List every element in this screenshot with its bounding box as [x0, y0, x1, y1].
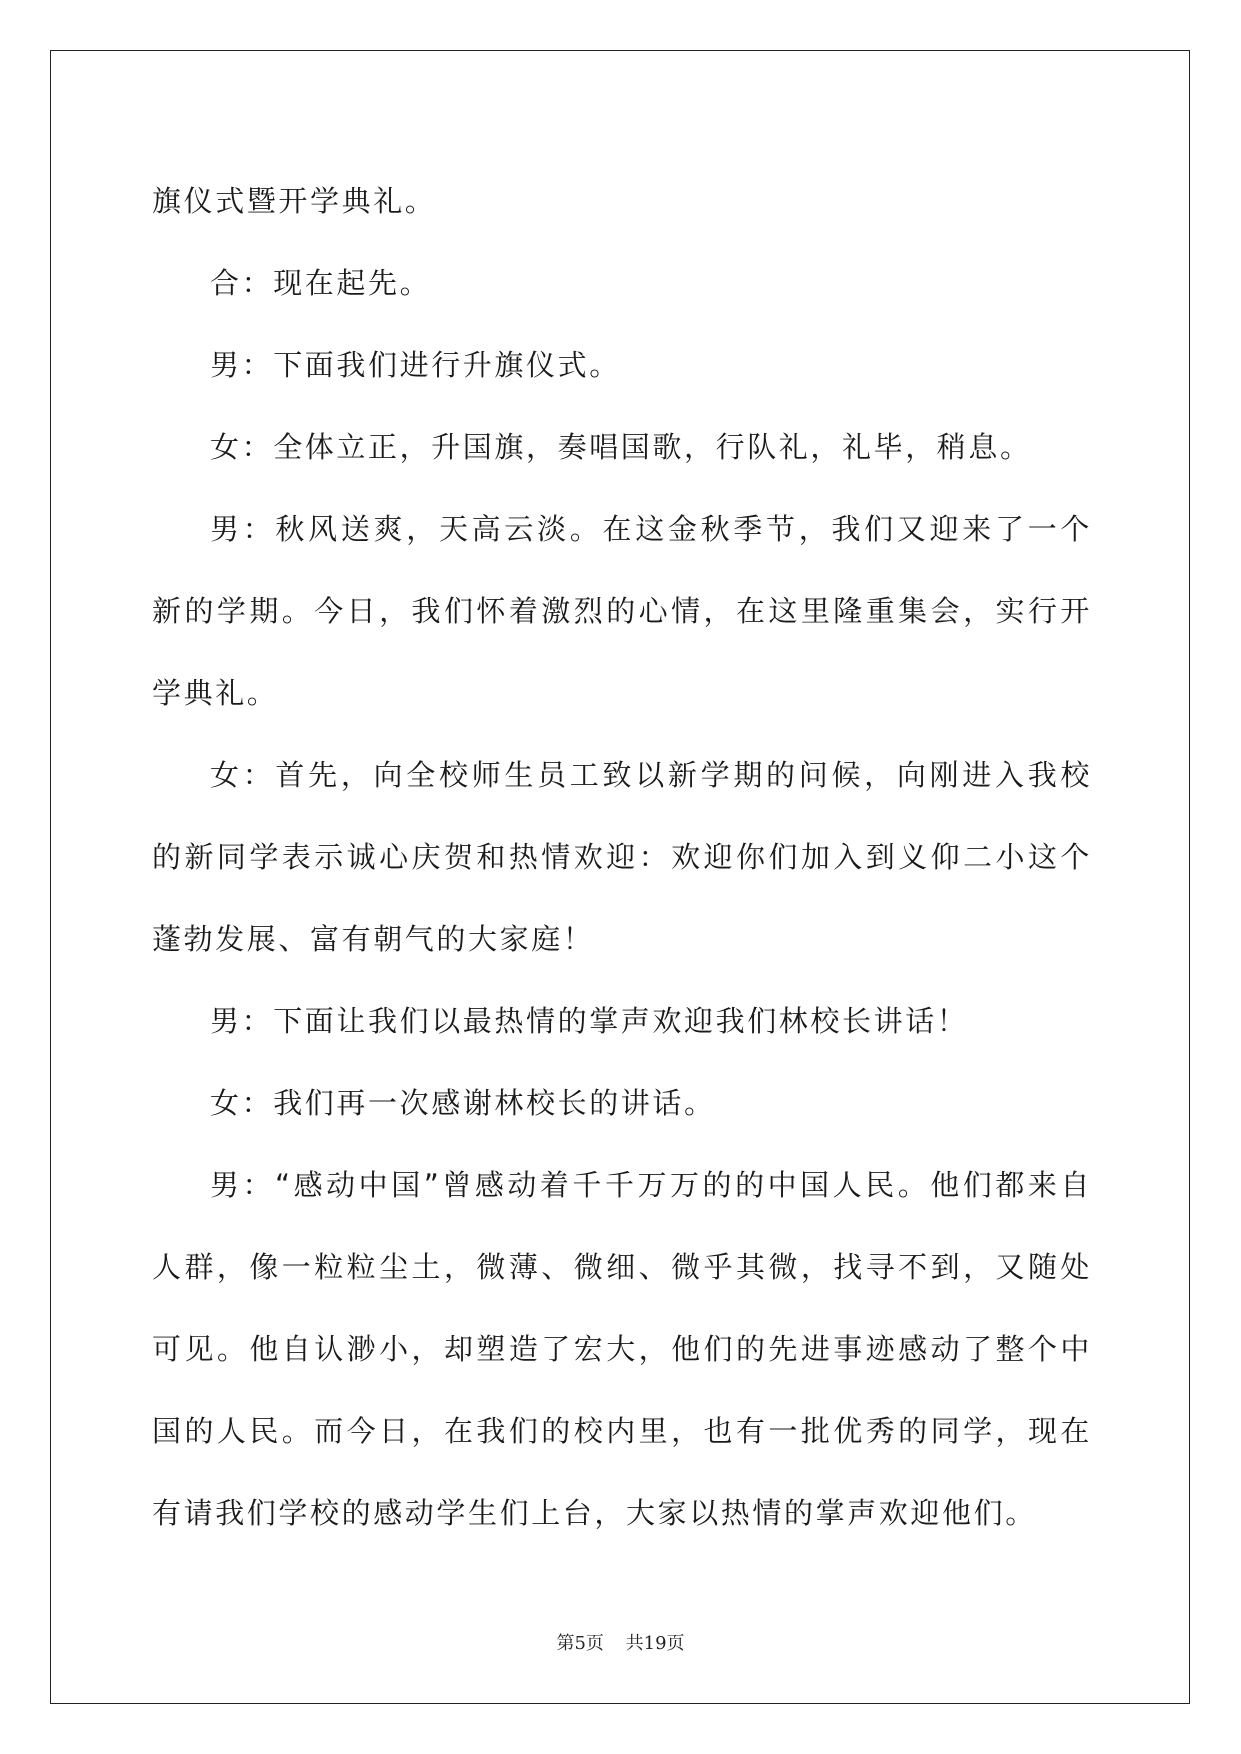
page-total: 共19页	[625, 1633, 685, 1654]
page-number: 第5页	[556, 1633, 604, 1654]
paragraph: 女：首先，向全校师生员工致以新学期的问候，向刚进入我校的新同学表示诚心庆贺和热情欢迎：欢迎你们加入到义仰二小这个蓬勃发展、富有朝气的大家庭！	[152, 758, 1092, 956]
paragraph: 男：“感动中国”曾感动着千千万万的的中国人民。他们都来自人群，像一粒粒尘土，微薄、微细、微乎其微，找寻不到，又随处可见。他自认渺小，却塑造了宏大，他们的先进事迹感动了整个中国的人民。而今日，在我们的校内里，也有一批优秀的同学，现在有请我们学校的感动学生们上台，大家以热情的掌声欢迎他们。	[152, 1168, 1092, 1530]
paragraph: 男：下面我们进行升旗仪式。	[210, 348, 621, 382]
paragraph: 旗仪式暨开学典礼。	[152, 184, 437, 218]
paragraph: 女：全体立正，升国旗，奏唱国歌，行队礼，礼毕，稍息。	[210, 430, 1032, 464]
paragraph: 男：下面让我们以最热情的掌声欢迎我们林校长讲话！	[210, 1004, 969, 1038]
page-footer	[0, 1629, 1241, 1655]
paragraph: 女：我们再一次感谢林校长的讲话。	[210, 1086, 716, 1120]
paragraph: 男：秋风送爽，天高云淡。在这金秋季节，我们又迎来了一个新的学期。今日，我们怀着激烈的心情，在这里隆重集会，实行开学典礼。	[152, 512, 1092, 710]
document-body	[152, 160, 1092, 1554]
paragraph: 合：现在起先。	[210, 266, 432, 300]
